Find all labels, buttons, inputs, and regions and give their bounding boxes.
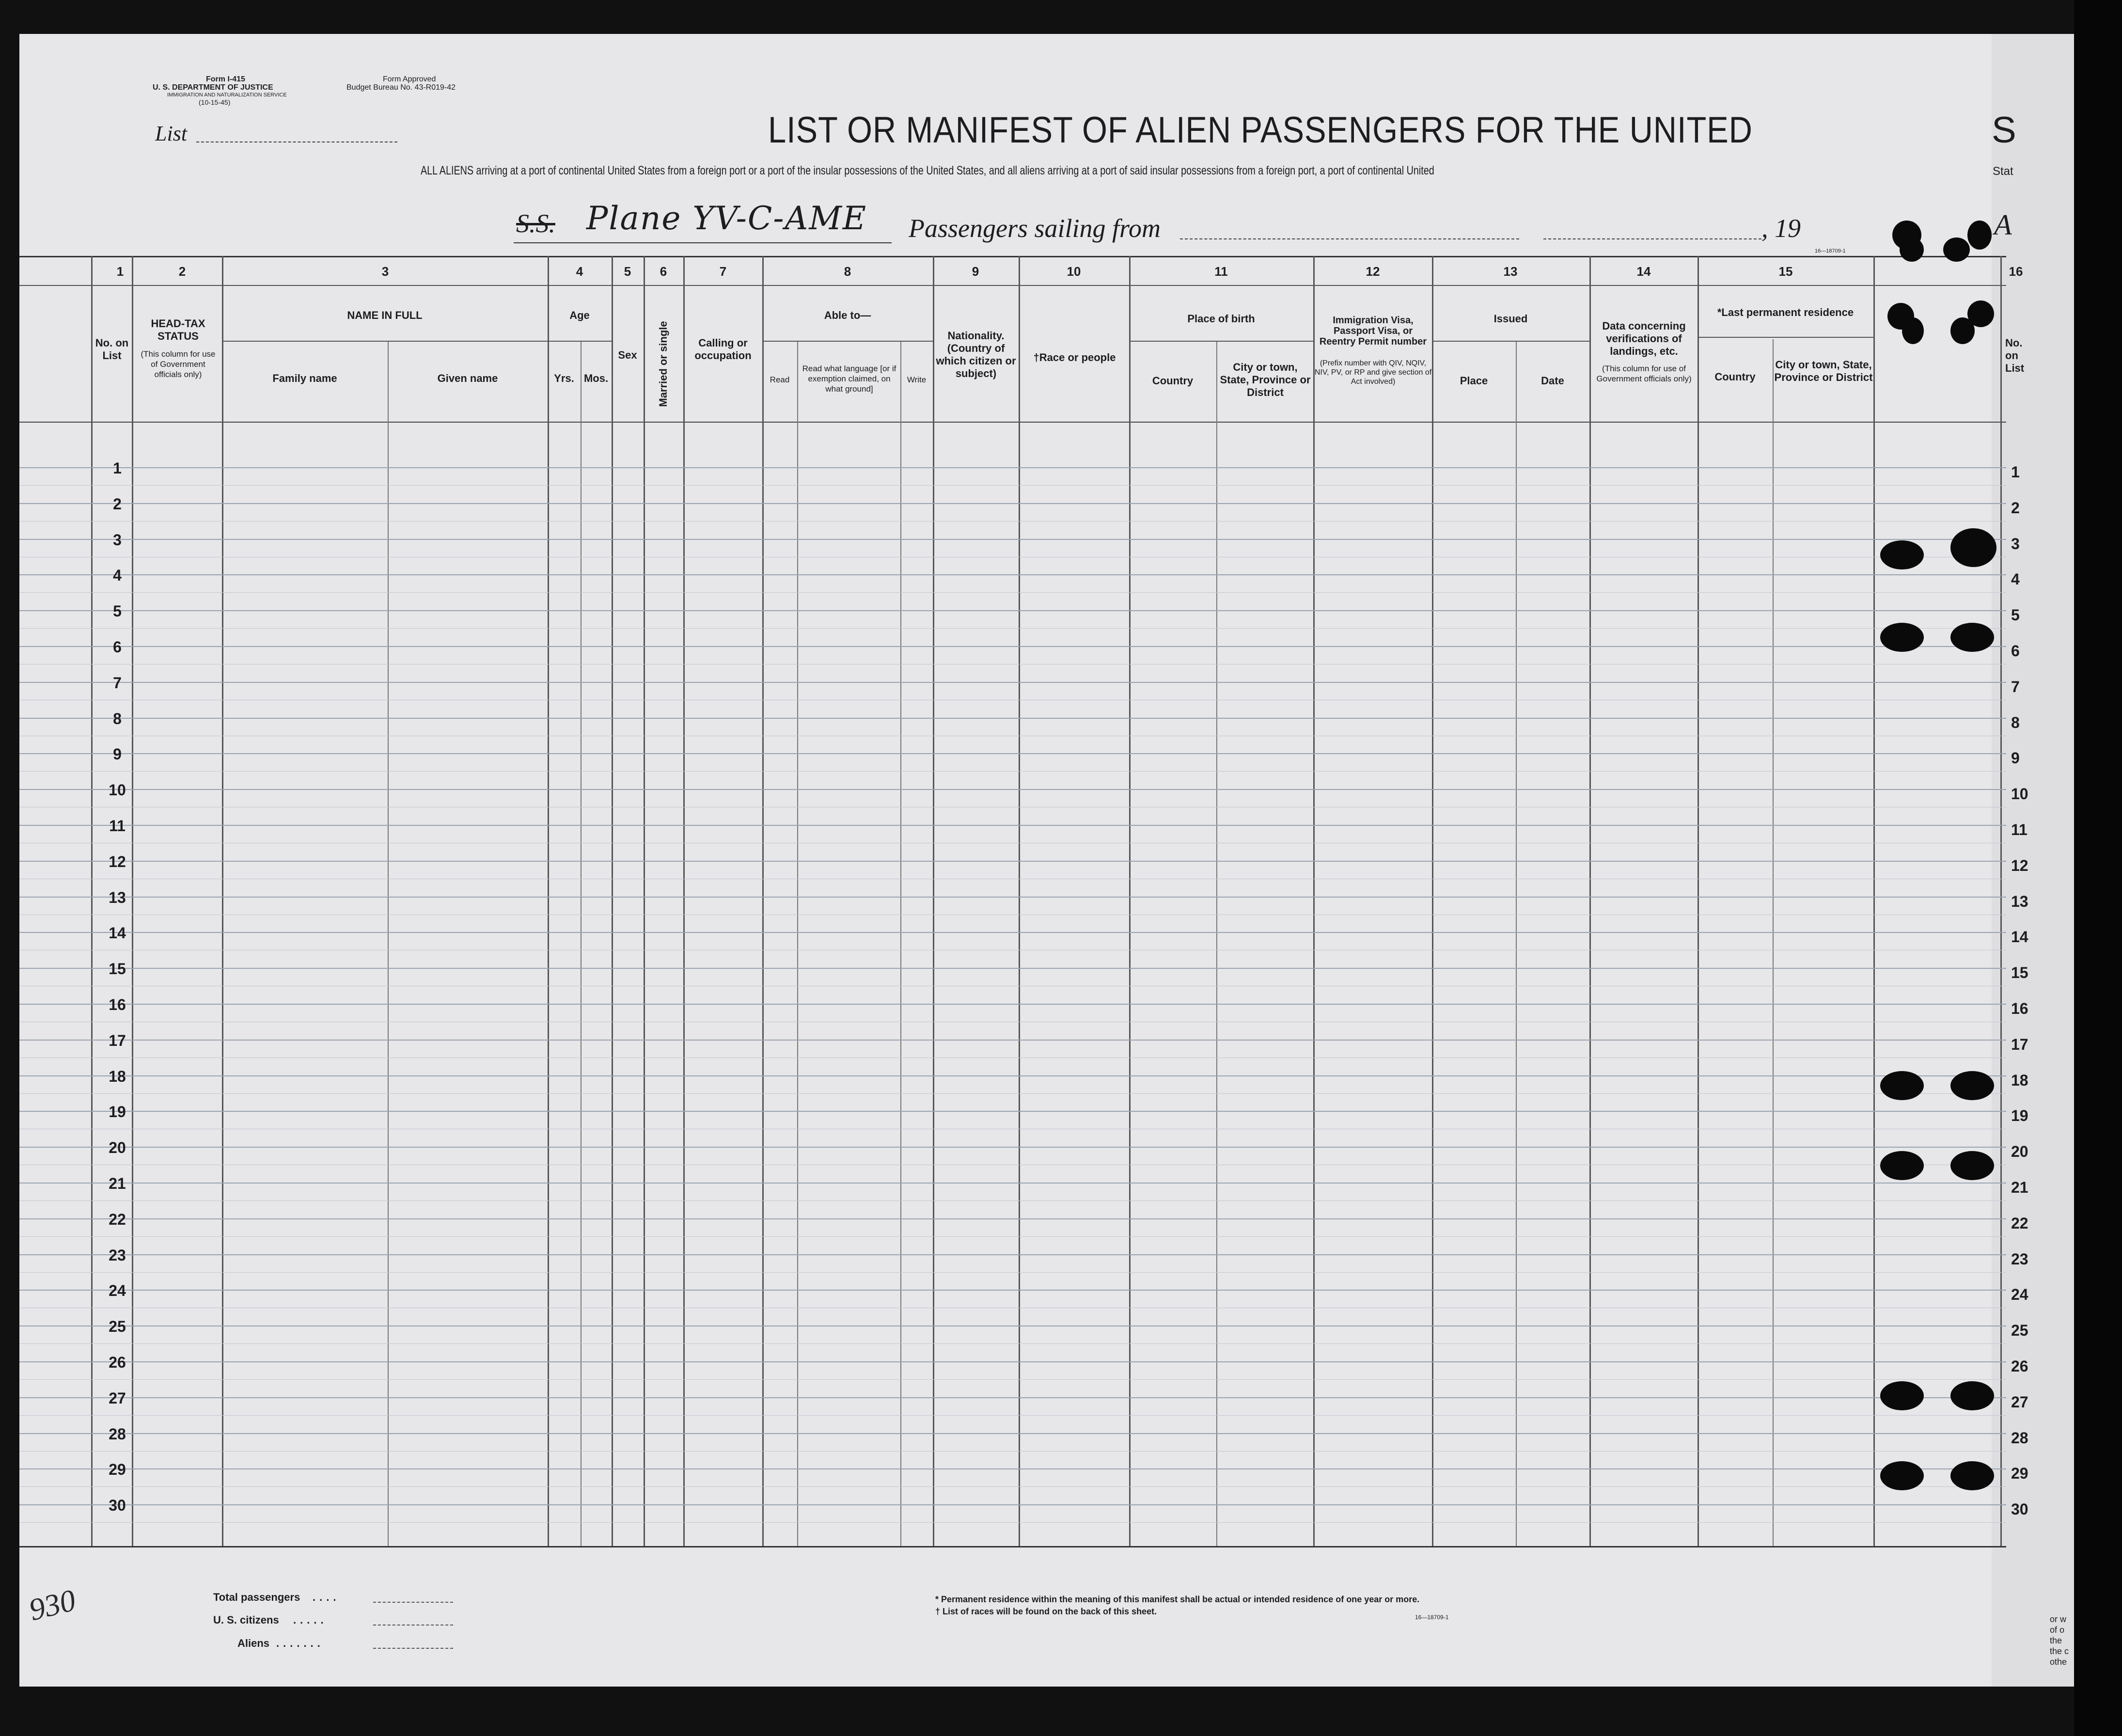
hdr-calling: Calling or occupation (694, 337, 752, 362)
row-number-right: 6 (2011, 642, 2020, 660)
row-number-right: 21 (2011, 1179, 2028, 1196)
row-rule (19, 610, 2006, 611)
row-subrule (19, 485, 2006, 486)
row-rule (19, 1468, 2006, 1469)
punch-hole (1880, 540, 1924, 569)
row-rule (19, 1218, 2006, 1219)
row-subrule (19, 1200, 2006, 1201)
hdr-able-to: Able to— (824, 309, 871, 321)
leader-dots: ....... (276, 1637, 324, 1649)
hdr-data-note: (This column for use of Government officials only) (1596, 364, 1692, 383)
vrule-13b (1516, 342, 1517, 1546)
print-code: 16—18709-1 (1815, 248, 1846, 254)
row-number: 23 (109, 1247, 126, 1264)
vrule-11b (1216, 342, 1217, 1546)
row-number: 9 (113, 745, 122, 763)
col-num-7: 7 (719, 264, 727, 279)
hdr-yrs: Yrs. (554, 372, 574, 384)
sailing-from-label: Passengers sailing from (909, 214, 1161, 243)
hdr-family-name: Family name (272, 372, 337, 384)
row-number: 6 (113, 638, 122, 656)
vrule-10 (1019, 256, 1020, 1546)
row-rule (19, 1147, 2006, 1148)
row-number: 11 (109, 817, 126, 835)
sailing-date-field[interactable] (1543, 238, 1761, 239)
row-subrule (19, 628, 2006, 629)
row-rule (19, 968, 2006, 969)
hdr-sex: Sex (618, 349, 637, 361)
vrule-11 (1129, 256, 1131, 1546)
punch-hole (1950, 1151, 1994, 1180)
form-title-continued: S (1992, 110, 2016, 151)
leader-dots: .... (313, 1591, 340, 1603)
vrule-4 (548, 256, 549, 1546)
row-number: 1 (113, 459, 122, 477)
row-subrule (19, 1236, 2006, 1237)
leader-dots: ..... (293, 1614, 328, 1626)
row-rule (19, 646, 2006, 647)
footer-print-code: 16—18709-1 (1415, 1614, 1449, 1621)
row-rule (19, 1361, 2006, 1362)
row-rule (19, 1040, 2006, 1041)
vrule-3b (388, 342, 389, 1546)
row-number-right: 19 (2011, 1107, 2028, 1124)
hdr-last-residence: *Last permanent residence (1717, 306, 1854, 318)
hdr-head-tax: HEAD-TAX STATUS (151, 317, 205, 342)
row-number: 15 (109, 960, 126, 978)
form-subtitle: ALL ALIENS arriving at a port of continental United States from a foreign port or a port of the insular possessions of the United States, and all aliens arriving at a port of said insular possessions from a foreign port, a port of continental United (421, 164, 1434, 177)
hdr-city-town: City or town, State, Province or District (1220, 361, 1311, 398)
row-rule (19, 1254, 2006, 1255)
row-number-right: 16 (2011, 1000, 2028, 1017)
budget-number: Budget Bureau No. 43-R019-42 (346, 83, 456, 92)
row-number-right: 30 (2011, 1500, 2028, 1518)
row-rule (19, 825, 2006, 826)
department: U. S. DEPARTMENT OF JUSTICE (153, 83, 273, 92)
hdr-place-of-birth: Place of birth (1187, 313, 1255, 325)
row-number-right: 3 (2011, 535, 2020, 552)
row-number-right: 28 (2011, 1429, 2028, 1447)
row-number: 24 (109, 1282, 126, 1299)
vrule-7 (683, 256, 685, 1546)
punch-hole (1880, 1461, 1924, 1490)
row-number-right: 24 (2011, 1286, 2028, 1303)
row-number: 18 (109, 1068, 126, 1085)
hdr-no-on-list: No. on List (95, 337, 129, 362)
row-number: 19 (109, 1103, 126, 1121)
row-number: 28 (109, 1425, 126, 1443)
col-num-9: 9 (972, 264, 979, 279)
hdr-place: Place (1460, 375, 1488, 387)
row-number: 17 (109, 1032, 126, 1049)
punch-hole (1967, 221, 1992, 250)
service: IMMIGRATION AND NATURALIZATION SERVICE (167, 92, 287, 98)
vessel-name[interactable]: Plane YV-C-AME (586, 200, 867, 237)
row-number: 25 (109, 1318, 126, 1335)
vrule-8b (797, 342, 798, 1546)
col-num-13: 13 (1503, 264, 1518, 279)
hdr-country: Country (1152, 375, 1194, 387)
birth-subrule (1129, 341, 1313, 342)
vrule-14 (1589, 256, 1591, 1546)
handwritten-number: 930 (25, 1582, 79, 1627)
hdr-write: Write (907, 375, 927, 384)
row-subrule (19, 1093, 2006, 1094)
row-number: 16 (109, 996, 126, 1013)
row-subrule (19, 1415, 2006, 1416)
residence-subrule (1698, 337, 1873, 338)
row-number: 22 (109, 1211, 126, 1228)
name-subrule (222, 341, 548, 342)
hdr-country-15: Country (1714, 371, 1756, 383)
row-number-right: 23 (2011, 1250, 2028, 1268)
punch-hole (1950, 1071, 1994, 1100)
row-rule (19, 1004, 2006, 1005)
row-rule (19, 753, 2006, 754)
hdr-data-concerning: Data concerning verifications of landings, etc. (1602, 320, 1686, 357)
hdr-read: Read (770, 375, 790, 384)
able-subrule (762, 341, 933, 342)
row-number-right: 12 (2011, 857, 2028, 874)
row-number-right: 29 (2011, 1465, 2028, 1482)
row-number: 29 (109, 1461, 126, 1478)
header-bottom-rule (19, 422, 2006, 423)
row-rule (19, 789, 2006, 790)
right-continued-letter: A (1994, 209, 2012, 241)
hdr-nationality: Nationality. (Country of which citizen or subject) (936, 330, 1016, 379)
age-subrule (548, 341, 612, 342)
row-number: 30 (109, 1497, 126, 1514)
punch-hole (1950, 528, 1996, 567)
col-num-14: 14 (1636, 264, 1651, 279)
col-num-1: 1 (116, 264, 124, 279)
hdr-visa-note: (Prefix number with QIV, NQIV, NIV, PV, or RP and give section of Act involved) (1314, 359, 1432, 386)
row-number: 12 (109, 853, 126, 870)
col-num-8: 8 (844, 264, 851, 279)
hdr-race: †Race or people (1033, 351, 1116, 363)
row-rule (19, 932, 2006, 933)
row-rule (19, 1075, 2006, 1076)
row-rule (19, 1290, 2006, 1291)
row-rule (19, 897, 2006, 898)
punch-hole (1950, 1381, 1994, 1410)
us-citizens-label: U. S. citizens (213, 1614, 279, 1626)
aliens-field[interactable] (373, 1648, 453, 1649)
vrule-15 (1698, 256, 1699, 1546)
row-subrule (19, 1379, 2006, 1380)
row-number: 4 (113, 567, 122, 584)
punch-hole (1880, 1071, 1924, 1100)
vrule-15b (1773, 339, 1774, 1546)
year-prefix: , 19 (1761, 214, 1801, 243)
punch-hole (1880, 1151, 1924, 1180)
vrule-4b (581, 342, 582, 1546)
punch-hole (1880, 1381, 1924, 1410)
row-number-right: 17 (2011, 1036, 2028, 1053)
row-subrule (19, 1451, 2006, 1452)
col-number-rule (19, 285, 2006, 286)
table-bottom-rule (19, 1546, 2006, 1547)
vrule-12 (1313, 256, 1315, 1546)
row-number: 2 (113, 495, 122, 513)
row-rule (19, 467, 2006, 468)
row-number: 10 (109, 781, 126, 799)
vrule-13 (1432, 256, 1433, 1546)
row-rule (19, 861, 2006, 862)
row-rule (19, 1183, 2006, 1184)
row-number-right: 13 (2011, 893, 2028, 910)
vessel-underline (514, 242, 892, 243)
row-number-right: 22 (2011, 1215, 2028, 1232)
hdr-head-tax-note: (This column for use of Government officials only) (141, 349, 216, 379)
hdr-city-15: City or town, State, Province or District (1774, 359, 1873, 383)
row-rule (19, 1111, 2006, 1112)
total-passengers-label: Total passengers (213, 1591, 300, 1603)
row-subrule (19, 1486, 2006, 1487)
row-number: 14 (109, 924, 126, 942)
vrule-17 (2000, 256, 2002, 1546)
row-number: 26 (109, 1354, 126, 1371)
row-number-right: 27 (2011, 1393, 2028, 1411)
date-code: (10-15-45) (199, 98, 231, 106)
col-num-6: 6 (660, 264, 667, 279)
aliens-label: Aliens (237, 1637, 270, 1649)
punch-hole (1902, 317, 1924, 344)
hdr-age: Age (569, 309, 590, 321)
row-number-right: 9 (2011, 749, 2020, 767)
total-passengers-field[interactable] (373, 1602, 453, 1603)
row-rule (19, 682, 2006, 683)
issued-subrule (1432, 341, 1589, 342)
right-fragment: or w of o the the c othe (2050, 1614, 2069, 1667)
row-rule (19, 503, 2006, 504)
punch-hole (1950, 1461, 1994, 1490)
punch-hole (1943, 237, 1970, 262)
row-number: 8 (113, 710, 122, 727)
row-number-right: 10 (2011, 785, 2028, 803)
form-approved: Form Approved (383, 75, 436, 83)
vrule-3 (222, 256, 223, 1546)
row-number-right: 15 (2011, 964, 2028, 981)
row-subrule (19, 592, 2006, 593)
hdr-no-on-list-right: No. on List (2005, 337, 2025, 374)
row-subrule (19, 1522, 2006, 1523)
list-label: List (155, 122, 188, 145)
vrule-1 (91, 256, 93, 1546)
punch-hole (1880, 623, 1924, 652)
col-num-16: 16 (2009, 264, 2023, 279)
row-number-right: 18 (2011, 1072, 2028, 1089)
vrule-8c (900, 342, 901, 1546)
row-number: 3 (113, 531, 122, 549)
row-rule (19, 1433, 2006, 1434)
row-number: 13 (109, 889, 126, 906)
row-number-right: 5 (2011, 606, 2020, 624)
hdr-date: Date (1541, 375, 1564, 387)
sailing-from-field[interactable] (1180, 238, 1519, 239)
col-num-4: 4 (576, 264, 583, 279)
row-rule (19, 539, 2006, 540)
row-number-right: 14 (2011, 928, 2028, 946)
manifest-sheet (19, 34, 2074, 1687)
ss-label: S.S. (516, 209, 555, 238)
punch-hole (1967, 300, 1994, 327)
punch-hole (1900, 237, 1924, 262)
row-number-right: 11 (2011, 821, 2028, 838)
row-rule (19, 1397, 2006, 1398)
row-number-right: 7 (2011, 678, 2020, 695)
col-num-15: 15 (1778, 264, 1793, 279)
row-subrule (19, 1057, 2006, 1058)
footnote-races: † List of races will be found on the back of this sheet. (935, 1607, 1157, 1616)
col-num-10: 10 (1067, 264, 1081, 279)
row-number: 21 (109, 1175, 126, 1192)
hdr-given-name: Given name (437, 372, 498, 384)
hdr-name-in-full: NAME IN FULL (347, 309, 423, 321)
col-num-2: 2 (178, 264, 186, 279)
hdr-issued: Issued (1493, 313, 1528, 325)
form-number: Form I-415 (206, 75, 245, 83)
row-subrule (19, 1272, 2006, 1273)
hdr-married-single: Married or single (657, 321, 669, 407)
vrule-8 (762, 256, 764, 1546)
row-number-right: 8 (2011, 714, 2020, 731)
row-rule (19, 574, 2006, 575)
row-number-right: 2 (2011, 499, 2020, 517)
row-number-right: 20 (2011, 1143, 2028, 1160)
col-num-11: 11 (1214, 264, 1228, 279)
col-num-5: 5 (624, 264, 631, 279)
hdr-mos: Mos. (583, 372, 609, 384)
vrule-9 (933, 256, 934, 1546)
col-num-12: 12 (1366, 264, 1380, 279)
vrule-16 (1873, 256, 1875, 1546)
row-rule (19, 1504, 2006, 1505)
form-subtitle-continued: Stat (1993, 165, 2013, 178)
vrule-6 (644, 256, 645, 1546)
us-citizens-field[interactable] (373, 1625, 453, 1626)
hdr-read-what: Read what language [or if exemption claimed, on what ground] (802, 364, 896, 394)
row-rule (19, 718, 2006, 719)
row-number: 27 (109, 1389, 126, 1407)
row-number-right: 1 (2011, 463, 2020, 481)
table-top-rule (19, 256, 2006, 257)
hdr-visa: Immigration Visa, Passport Visa, or Reentry Permit number (1319, 315, 1427, 347)
col-num-3: 3 (381, 264, 389, 279)
row-number-right: 25 (2011, 1322, 2028, 1339)
row-subrule (19, 771, 2006, 772)
row-subrule (19, 1343, 2006, 1344)
footnote-residence: * Permanent residence within the meaning of this manifest shall be actual or intended residence of one year or more. (935, 1594, 1420, 1604)
row-number: 5 (113, 602, 122, 620)
form-title: LIST OR MANIFEST OF ALIEN PASSENGERS FOR THE UNITED (768, 110, 1753, 151)
vrule-5 (612, 256, 613, 1546)
row-number-right: 4 (2011, 570, 2020, 588)
punch-hole (1950, 623, 1994, 652)
right-shadow (2074, 0, 2122, 1736)
row-number: 20 (109, 1139, 126, 1156)
row-number-right: 26 (2011, 1357, 2028, 1375)
row-number: 7 (113, 674, 122, 692)
